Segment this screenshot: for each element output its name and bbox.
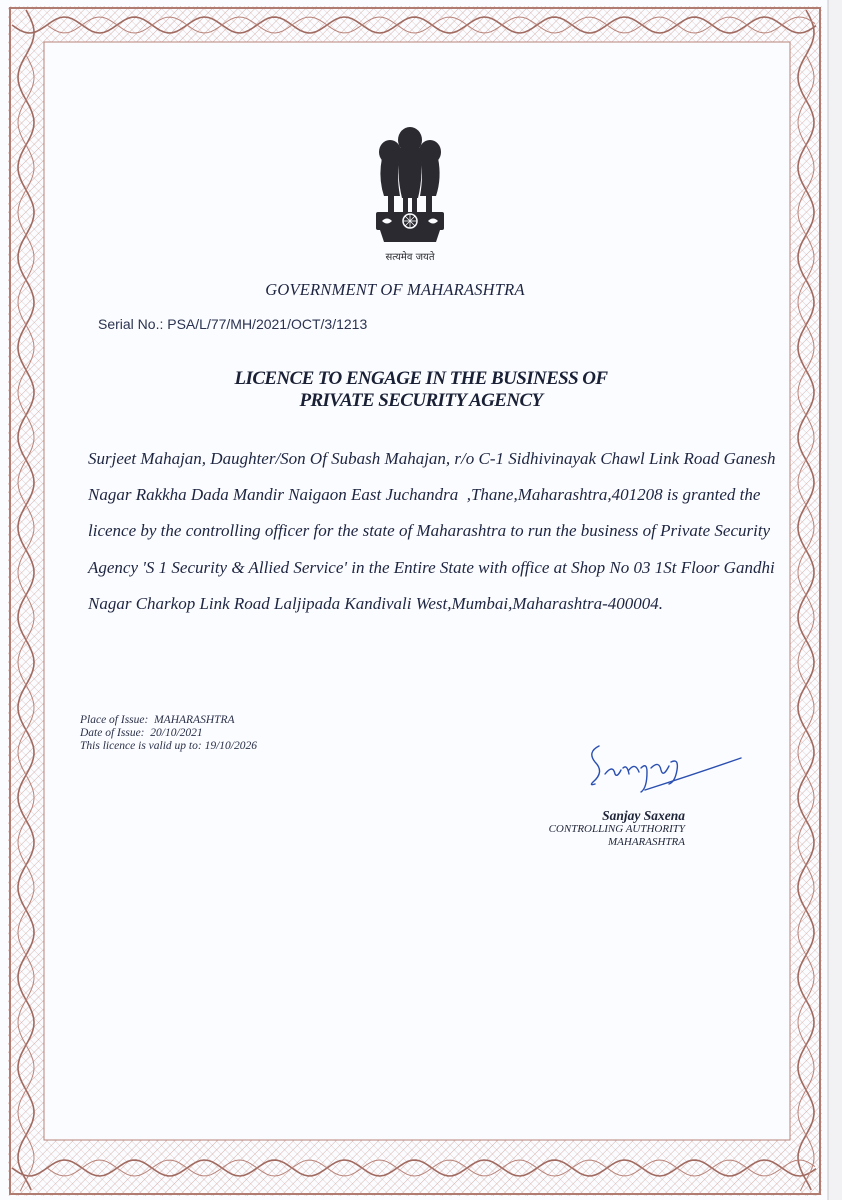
signatory-role: CONTROLLING AUTHORITY [548,823,685,835]
validity: This licence is valid up to: 19/10/2026 [80,740,257,752]
date-of-issue: Date of Issue: 20/10/2021 [80,727,203,739]
licence-body: Surjeet Mahajan, Daughter/Son Of Subash Mahajan, r/o C-1 Sidhivinayak Chawl Link Road Ganesh Nagar Rakkha Dada Mandir Naigaon East Juchandra ,Thane,Maharashtra,401208 is granted the licence by the controlling officer for the state of Maharashtra to run the business of Private Security Agency 'S 1 Security & Allied Service' in the Entire State with office at Shop No 03 1St Floor Gandhi Nagar Charkop Link Road Laljipada Kandivali West,Mumbai,Maharashtra-400004. [88,449,780,613]
licence-title [0,368,842,412]
serial-number: Serial No.: PSA/L/77/MH/2021/OCT/3/1213 [98,316,368,332]
signatory-name: Sanjay Saxena [602,808,685,823]
issue-details [80,714,257,753]
national-emblem-icon [360,118,460,268]
government-title: GOVERNMENT OF MAHARASHTRA [265,280,525,299]
place-of-issue: Place of Issue: MAHARASHTRA [80,714,235,726]
signatory-state: MAHARASHTRA [608,835,685,848]
signatory-block [500,808,685,848]
licence-title-line1: LICENCE TO ENGAGE IN THE BUSINESS OF [234,368,608,389]
licence-title-line2: PRIVATE SECURITY AGENCY [299,390,543,411]
svg-text:सत्यमेव जयते: सत्यमेव जयते [385,252,435,263]
handwritten-signature [585,738,745,798]
